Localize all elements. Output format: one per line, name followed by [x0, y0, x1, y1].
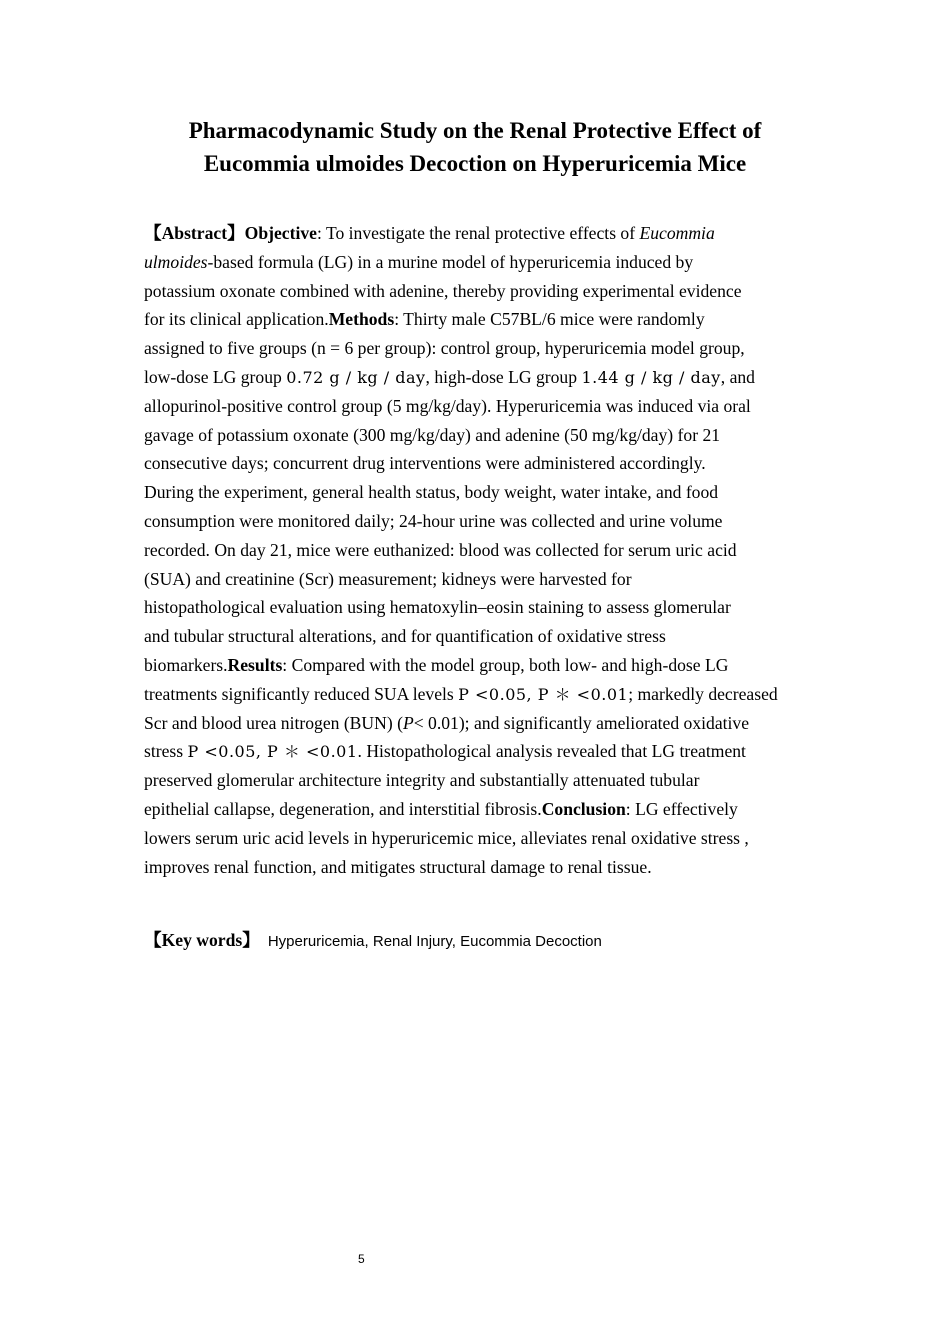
abstract-line: assigned to five groups (n = 6 per group): control group, hyperuricemia model group, [144, 338, 745, 359]
p-value-formula: P <0.05, P ＊ <0.01 [187, 742, 358, 762]
abstract-line: consecutive days; concurrent drug interventions were administered accordingly. [144, 453, 706, 474]
abstract-line: preserved glomerular architecture integrity and substantially attenuated tubular [144, 770, 700, 791]
page-number: 5 [358, 1252, 365, 1266]
abstract-line: recorded. On day 21, mice were euthanized: blood was collected for serum uric acid [144, 539, 737, 560]
p-value-formula: P <0.05, P ＊ <0.01 [458, 684, 629, 704]
abstract-line: consumption were monitored daily; 24-hour urine was collected and urine volume [144, 510, 723, 531]
abstract-line: for its clinical application.Methods: Thirty male C57BL/6 mice were randomly [144, 309, 705, 330]
abstract-line: 【Abstract】Objective: To investigate the renal protective effects of Eucommia [144, 223, 715, 243]
abstract-line: potassium oxonate combined with adenine, thereby providing experimental evidence [144, 280, 742, 301]
low-dose-formula: 0.72 g / kg / day [286, 367, 426, 387]
paper-title [120, 114, 830, 180]
abstract-line: stress P <0.05, P ＊ <0.01. Histopathological analysis revealed that LG treatment [144, 741, 746, 762]
abstract-line: lowers serum uric acid levels in hyperuricemic mice, alleviates renal oxidative stress , [144, 827, 749, 848]
abstract-line: biomarkers.Results: Compared with the model group, both low- and high-dose LG [144, 654, 729, 675]
abstract-line: low-dose LG group 0.72 g / kg / day, high-dose LG group 1.44 g / kg / day, and [144, 366, 755, 387]
abstract-line: (SUA) and creatinine (Scr) measurement; kidneys were harvested for [144, 568, 632, 589]
methods-label: Methods [328, 309, 395, 330]
abstract-line: treatments significantly reduced SUA levels P <0.05, P ＊ <0.01; markedly decreased [144, 683, 778, 704]
abstract-line: and tubular structural alterations, and for quantification of oxidative stress [144, 626, 666, 647]
keywords-section [144, 926, 602, 956]
abstract-line: epithelial callapse, degeneration, and interstitial fibrosis.Conclusion: LG effectively [144, 798, 738, 819]
results-label: Results [227, 654, 283, 675]
abstract-line: During the experiment, general health status, body weight, water intake, and food [144, 482, 719, 503]
abstract-line: gavage of potassium oxonate (300 mg/kg/day) and adenine (50 mg/kg/day) for 21 [144, 424, 721, 445]
title-line-1: Pharmacodynamic Study on the Renal Protective Effect of [188, 118, 762, 143]
abstract-line: allopurinol-positive control group (5 mg/kg/day). Hyperuricemia was induced via oral [144, 395, 751, 416]
keywords-values: Hyperuricemia, Renal Injury, Eucommia Decoction [267, 933, 602, 950]
title-line-2: Eucommia ulmoides Decoction on Hyperuricemia Mice [203, 151, 747, 176]
abstract-section [144, 219, 814, 881]
abstract-line: histopathological evaluation using hematoxylin–eosin staining to assess glomerular [144, 597, 731, 618]
conclusion-label: Conclusion [541, 798, 626, 819]
abstract-heading: 【Abstract】 [144, 223, 245, 243]
keywords-label: 【Key words】 [144, 930, 260, 950]
abstract-line: improves renal function, and mitigates structural damage to renal tissue. [144, 856, 652, 877]
abstract-line: ulmoides-based formula (LG) in a murine model of hyperuricemia induced by [144, 251, 694, 272]
objective-label: Objective [244, 223, 317, 243]
abstract-line: Scr and blood urea nitrogen (BUN) (P< 0.01); and significantly ameliorated oxidative [144, 712, 750, 733]
high-dose-formula: 1.44 g / kg / day [581, 367, 721, 387]
